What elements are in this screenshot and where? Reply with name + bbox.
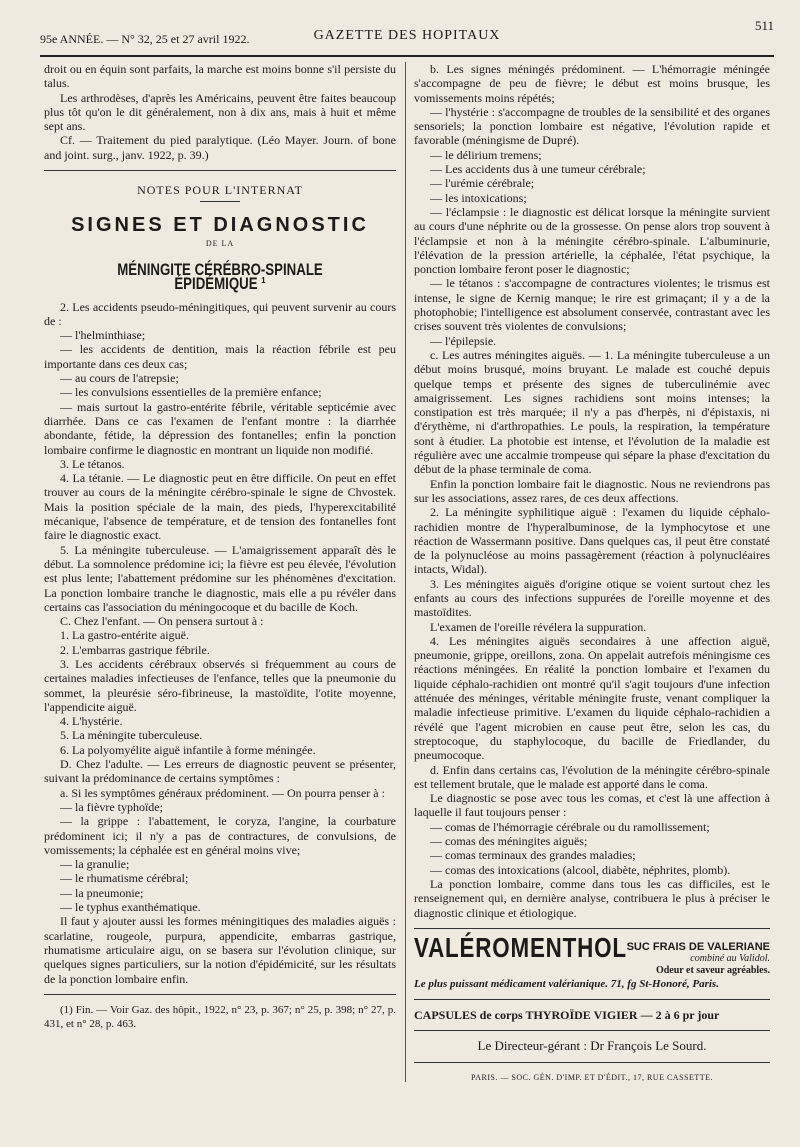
list-item: 5. La méningite tuberculeuse. [60,728,203,743]
list-item: — comas des méningites aiguës; [430,834,588,849]
list-item: — l'urémie cérébrale; [430,176,535,191]
title-connector: DE LA [205,238,235,248]
paragraph: c. Les autres méningites aiguës. — 1. La méningite tuberculeuse a un début moins brusqué, moins bruyant. Le malade est couché depuis quelque temps et présente des signes de tuberculinémie avec amaigrissement. Les signes rachidiens sont moins intenses; la constipation est très marquée; il n'y a pas d'herpès, ni d'épistaxis, ni d'érythème, ni d'arthropathies. Le pouls, la respiration, la température sont à étudier. La photobie est intense, et l'évolution de la maladie est régulière avec une accalmie trompeuse qui sépare la phase d'excitation du début de la phase terminale de coma. [414,347,770,477]
advertisement [414,931,770,977]
capsules-ad: CAPSULES de corps THYROÏDE VIGIER — 2 à 6 pr jour [414,1008,720,1023]
paragraph: Enfin la ponction lombaire fait le diagnostic. Nous ne reviendrons pas sur les associations, assez rares, de ces deux affections. [414,476,770,505]
paragraph: 3. Les méningites aiguës d'origine otique se voient surtout chez les enfants au cours des infections suppurées de l'oreille moyenne et des mastoïdites. [414,576,770,620]
left-column [44,62,396,1031]
ad-line: Odeur et saveur agréables. [655,964,770,976]
paragraph: Le diagnostic se pose avec tous les comas, et c'est là une affection à laquelle il faut toujours penser : [414,791,770,820]
list-item: — la fièvre typhoïde; [60,799,163,814]
list-item: — le tétanos : s'accompagne de contractures violentes; le trismus est intense, le signe de Kernig manque; le rire est grimaçant; il y a de la photophobie; l'intelligence est absolument conservée, contrastant avec les crises souvent très violentes de convulsions; [414,276,770,334]
heading-rule [200,201,240,202]
issue-line: 95e ANNÉE. — N° 32, 25 et 27 avril 1922. [40,32,250,46]
ad-details [620,941,770,977]
journal-title: GAZETTE DES HOPITAUX [313,28,501,43]
paragraph: 5. La méningite tuberculeuse. — L'amaigrissement apparaît dès le début. La somnolence prédomine ici; la fièvre est peu élevée, l'évolution est plus lente; l'abattement prédomine sur les phénomènes d'excitation. La ponction lombaire tranche le diagnostic, mais elle a pu révéler dans certains cas l'association du méningocoque et du bacille de Koch. [44,542,396,614]
paragraph: Il faut y ajouter aussi les formes méningitiques des maladies aiguës : scarlatine, rougeole, purpura, appendicite, embarras gastrique, rhumatisme articulaire aigu, on se basera sur l'évolution clinique, sur quelques signes particuliers, sur la notion d'épidémicité, sur les résultats de la ponction lombaire enfin. [44,914,396,986]
list-item: — la grippe : l'abattement, le coryza, l'angine, la courbature prédominent ici; il n'y a pas de contractures, de convulsions, de vomissements; la céphalée est en général moins vive; [44,814,396,857]
imprint-line: PARIS. — SOC. GÉN. D'IMP. ET D'ÉDIT., 17, RUE CASSETTE. [470,1072,714,1082]
subsection-heading: C. Chez l'enfant. — On pensera surtout à : [60,614,264,629]
paragraph: Les arthrodèses, d'après les Américains, peuvent être faites beaucoup plus tôt qu'on le dit généralement, non à dix ans, mais à huit et même sept ans. [44,90,396,134]
list-item: — l'épilepsie. [430,333,497,348]
list-item: — le typhus exanthématique. [60,900,201,915]
director-line: Le Directeur-gérant : Dr François Le Sourd. [477,1038,707,1054]
paragraph: 4. La tétanie. — Le diagnostic peut en être difficile. On peut en effet trouver au cours de la méningite cérébro-spinale le signe de Chvostek. Mais la position spéciale de la main, des pieds, l'hyperexcitabilité mécanique, l'absence de température, et de tension des fontanelles font faire le diagnostic exact. [44,471,396,543]
paragraph: d. Enfin dans certains cas, l'évolution de la méningite cérébro-spinale est tellement brutale, que le malade est apporté dans le coma. [414,762,770,791]
ad-divider [414,1030,770,1031]
article-subtitle: MÉNINGITE CÉRÉBRO-SPINALE ÉPIDÉMIQUE ¹ [117,259,323,294]
section-heading: NOTES POUR L'INTERNAT [137,183,303,198]
paragraph: 2. Les accidents pseudo-méningitiques, qui peuvent survenir au cours de : [44,299,396,328]
list-item: — Les accidents dus à une tumeur cérébrale; [430,162,646,177]
list-item: — au cours de l'atrepsie; [60,371,179,386]
footnote-divider [44,994,396,995]
paragraph: 4. Les méningites aiguës secondaires à une affection aiguë, pneumonie, grippe, oreillons, zona. On appelait autrefois méningisme ces réactions méningées. En réalité la ponction lombaire et l'examen du liquide céphalo-rachidien ont montré qu'il s'agit toujours d'une infection atténuée des méninges, véritable méningite fruste, venant compliquer la maladie infectieuse primitive. L'examen du liquide céphalo-rachidien a révélé que l'agent microbien en cause peut être, selon les cas, du streptocoque, du staphylocoque, du bacille de Friedlander, du pneumocoque. [414,633,770,763]
list-item: — comas des intoxications (alcool, diabète, néphrites, plomb). [430,862,731,877]
paragraph: droit ou en équin sont parfaits, la marche est moins bonne s'il persiste du talus. [44,62,396,91]
list-item: — mais surtout la gastro-entérite fébrile, véritable septicémie avec diarrhée. Dans ce cas l'examen de l'enfant montre : la diarrhée abondante, fétide, la dépression des fontanelles; enfin la ponction lombaire confirme le diagnostic en montrant un liquide non modifié. [44,399,396,457]
list-item: 3. Les accidents cérébraux observés si fréquemment au cours de certaines maladies infectieuses de l'enfance, telles que la pneumonie du sommet, la pleurésie séro-fibrineuse, la mastoïdite, l'otite moyenne, l'appendicite aiguë. [44,656,396,714]
list-item: — la pneumonie; [60,885,144,900]
list-item: — comas terminaux des grandes maladies; [430,848,636,863]
list-item: — l'éclampsie : le diagnostic est délicat lorsque la méningite survient au cours d'une néphrite ou de la grossesse. On pense alors trop souvent à l'éclampsie et non à la méningite cérébro-spinale. L'albuminurie, l'élévation de la pression artérielle, la céphalée, l'état psychique, la ponction lombaire feront poser le diagnostic; [414,204,770,277]
list-item: — le rhumatisme cérébral; [60,871,189,886]
list-item: — les accidents de dentition, mais la réaction fébrile est peu importante dans ces deux cas; [44,342,396,371]
page-number: 511 [754,18,774,33]
list-item: 1. La gastro-entérite aiguë. [60,628,189,643]
article-title: SIGNES ET DIAGNOSTIC [71,214,369,237]
column-divider [405,62,406,1082]
reference: Cf. — Traitement du pied paralytique. (Léo Mayer. Journ. of bone and joint. surg., janv. 1922, p. 39.) [44,133,396,162]
list-item: — le délirium tremens; [430,147,542,162]
list-item: 6. La polyomyélite aiguë infantile à forme méningée. [60,742,316,757]
imprint-divider [414,1062,770,1063]
list-item: 4. L'hystérie. [60,714,123,729]
subsection-heading: D. Chez l'adulte. — Les erreurs de diagnostic peuvent se présenter, suivant la prédominance de certains symptômes : [44,757,396,786]
paragraph: a. Si les symptômes généraux prédominent. — On pourra penser à : [60,785,385,800]
paragraph: b. Les signes méningés prédominent. — L'hémorragie méningée s'accompagne de peu de fièvre; le début est moins brusque, les vomissements moins répétés; [414,62,770,105]
ad-divider [414,928,770,929]
section-divider [44,170,396,171]
paragraph: L'examen de l'oreille révélera la suppuration. [430,619,647,634]
page-header [40,14,774,50]
list-item: 2. L'embarras gastrique fébrile. [60,642,210,657]
ad-line: combiné au Validol. [690,952,770,964]
right-column [414,62,770,1085]
header-rule [40,55,774,57]
list-item: — les intoxications; [430,190,527,205]
ad-divider [414,999,770,1000]
list-item: — l'hystérie : s'accompagne de troubles de la sensibilité et des organes sensoriels; la ponction lombaire est négative, l'évolution rapide et favorable (méningisme de Dupré). [414,104,770,148]
paragraph: La ponction lombaire, comme dans tous les cas difficiles, est le renseignement qui, en dernière analyse, contribuera le plus à préciser le diagnostic clinique et étiologique. [414,876,770,920]
ad-line: SUC FRAIS DE VALERIANE [626,940,770,953]
ad-tagline: Le plus puissant médicament valérianique. 71, fg St-Honoré, Paris. [414,977,719,990]
list-item: — comas de l'hémorragie cérébrale ou du ramollissement; [430,819,710,834]
list-item: — la granulie; [60,857,130,872]
list-item: — l'helminthiase; [60,328,146,343]
footnote: (1) Fin. — Voir Gaz. des hôpit., 1922, n° 23, p. 367; n° 25, p. 398; n° 27, p. 431, et n° 28, p. 463. [44,1003,396,1031]
list-item: — les convulsions essentielles de la première enfance; [60,385,322,400]
paragraph: 2. La méningite syphilitique aiguë : l'examen du liquide céphalo-rachidien montre de l'hyperalbuminose, de la lymphocytose et une réaction de Wassermann positive. Dans quelques cas, il peut être constaté de la polynucléose au moins passagèrement (réaction à polynucléaires intacts, Widal). [414,505,770,577]
ad-brand: VALÉROMENTHOL [414,931,627,963]
paragraph: 3. Le tétanos. [60,456,125,471]
